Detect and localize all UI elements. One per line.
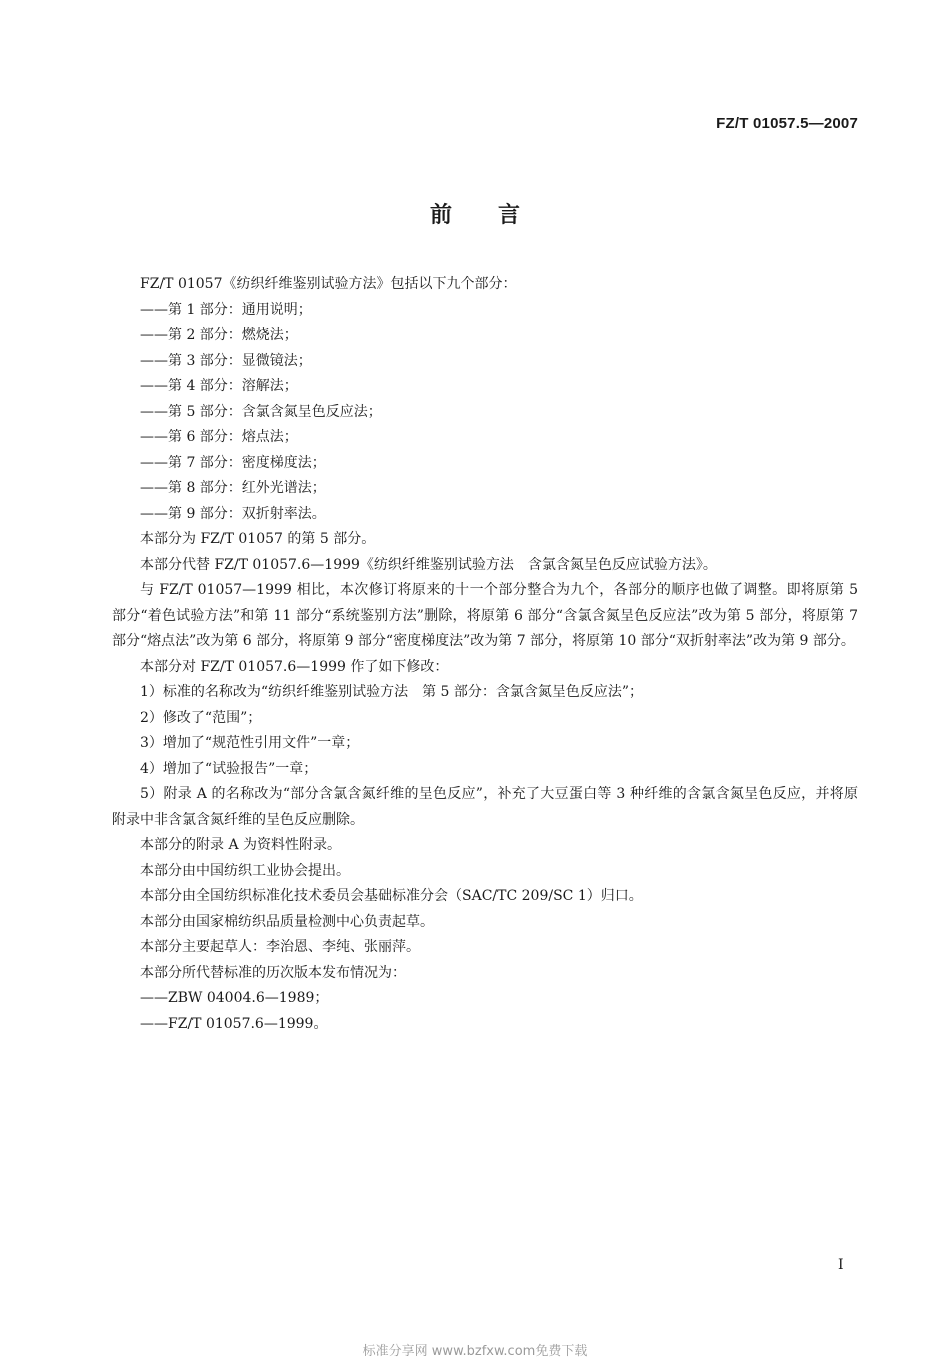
part-list-item: ——第 1 部分：通用说明；	[140, 301, 312, 318]
document-body	[112, 272, 858, 1037]
part-list-item: ——第 7 部分：密度梯度法；	[140, 454, 326, 471]
part-list-item: ——第 8 部分：红外光谱法；	[140, 480, 326, 496]
intro-paragraph: FZ/T 01057《纺织纤维鉴别试验方法》包括以下九个部分：	[140, 276, 517, 292]
modification-item: 1）标准的名称改为“纺织纤维鉴别试验方法 第 5 部分：含氯含氮呈色反应法”；	[140, 684, 644, 700]
modification-item: 2）修改了“范围”；	[140, 709, 262, 726]
part-list-item: ——第 4 部分：溶解法；	[140, 378, 298, 394]
this-part-paragraph: 本部分为 FZ/T 01057 的第 5 部分。	[140, 531, 376, 547]
closing-paragraph: 本部分由全国纺织标准化技术委员会基础标准分会（SAC/TC 209/SC 1）归口。	[140, 888, 643, 904]
closing-paragraph: 本部分由国家棉纺织品质量检测中心负责起草。	[140, 913, 434, 930]
standard-code-header: FZ/T 01057.5—2007	[716, 115, 858, 132]
modifications-intro: 本部分对 FZ/T 01057.6—1999 作了如下修改：	[140, 658, 449, 675]
part-list-item: ——第 5 部分：含氯含氮呈色反应法；	[140, 403, 382, 420]
page-title: 前言	[429, 203, 566, 228]
replaces-paragraph: 本部分代替 FZ/T 01057.6—1999《纺织纤维鉴别试验方法 含氯含氮呈色反应试验方法》。	[140, 556, 717, 573]
modification-item: 3）增加了“规范性引用文件”一章；	[140, 735, 360, 751]
previous-version-item: ——FZ/T 01057.6—1999。	[140, 1015, 328, 1032]
part-list-item: ——第 9 部分：双折射率法。	[140, 505, 326, 522]
part-list-item: ——第 2 部分：燃烧法；	[140, 327, 298, 343]
closing-paragraph: 本部分的附录 A 为资料性附录。	[140, 837, 342, 853]
previous-version-item: ——ZBW 04004.6—1989；	[140, 990, 329, 1006]
modification-item: 4）增加了“试验报告”一章；	[140, 760, 318, 777]
comparison-paragraph: 与 FZ/T 01057—1999 相比，本次修订将原来的十一个部分整合为九个，各部分的顺序也做了调整。即将原第 5 部分“着色试验方法”和第 11 部分“系统鉴别方法”删除，将原第 6 部分“含氯含氮呈色反应法”改为第 5 部分，将原第 7 部分“熔点法”改为第 6 部分，将原第 9 部分“密度梯度法”改为第 7 部分，将原第 10 部分“双折射率法”改为第 9 部分。	[112, 582, 858, 649]
closing-paragraph: 本部分主要起草人：李治恩、李纯、张丽萍。	[140, 939, 420, 955]
watermark-text: 标准分享网 www.bzfxw.com免费下载	[362, 1344, 588, 1359]
part-list-item: ——第 3 部分：显微镜法；	[140, 352, 312, 369]
part-list-item: ——第 6 部分：熔点法；	[140, 429, 298, 445]
modification-item-5: 5）附录 A 的名称改为“部分含氯含氮纤维的呈色反应”，补充了大豆蛋白等 3 种纤维的含氯含氮呈色反应，并将原附录中非含氯含氮纤维的呈色反应删除。	[112, 786, 858, 828]
closing-paragraph: 本部分所代替标准的历次版本发布情况为：	[140, 964, 406, 981]
closing-paragraph: 本部分由中国纺织工业协会提出。	[140, 862, 350, 879]
page-number: I	[838, 1257, 844, 1273]
